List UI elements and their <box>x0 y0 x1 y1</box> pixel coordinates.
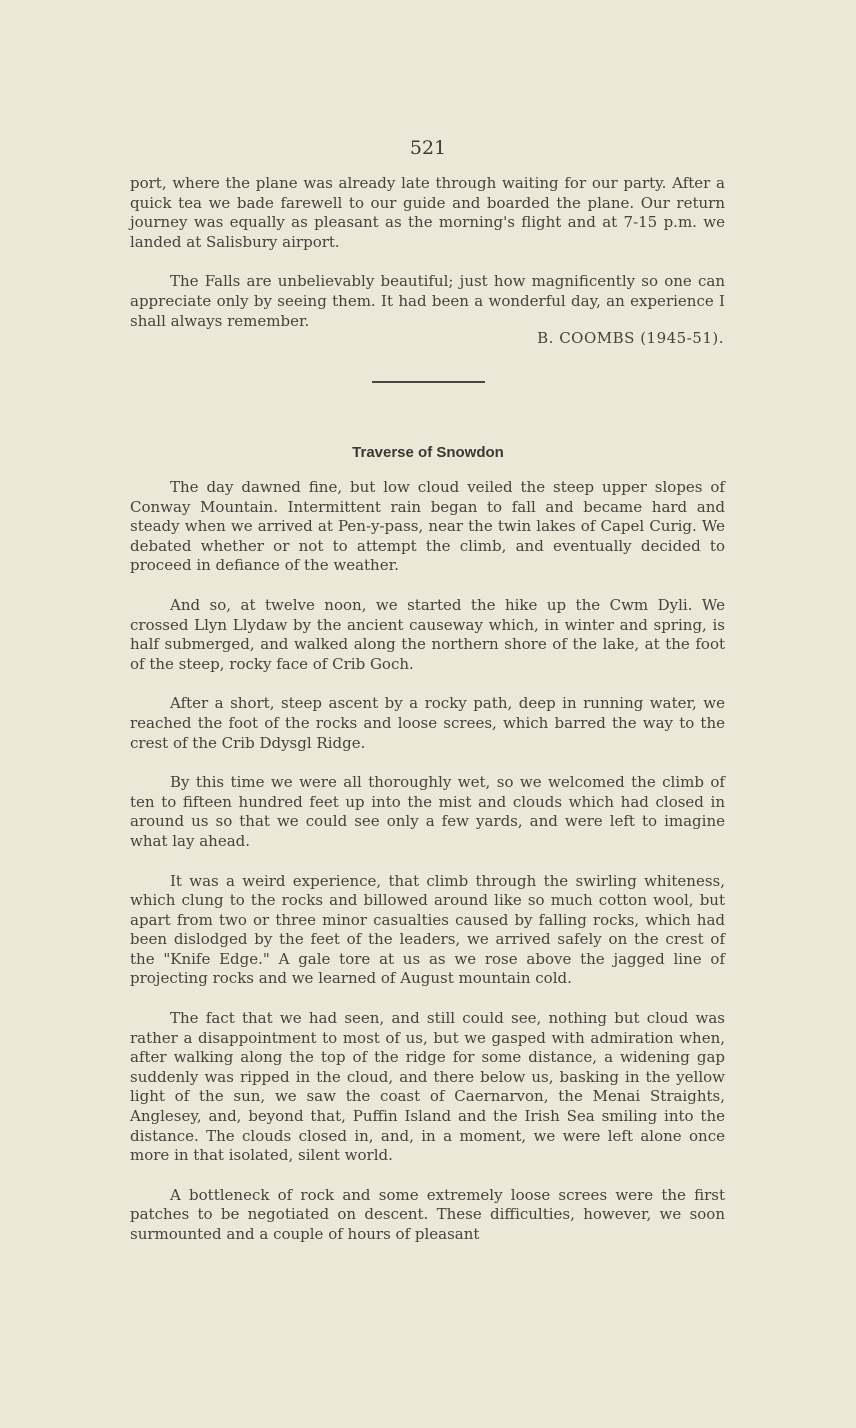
intro-paragraph-1: port, where the plane was already late through waiting for our party. After a quick tea we bade farewell to our guide and boarded the plane. Our return journey was equally as pleasant as the morning's flight and at 7-15 p.m. we landed at Salisbury airport. <box>130 174 725 251</box>
intro-section <box>130 174 725 331</box>
article-body <box>130 478 725 1245</box>
section-divider <box>372 381 485 383</box>
intro-paragraph-2: The Falls are unbelievably beautiful; just how magnificently so one can appreciate only by seeing them. It had been a wonderful day, an experience I shall always remember. <box>130 272 725 330</box>
article-paragraph-3: After a short, steep ascent by a rocky path, deep in running water, we reached the foot of the rocks and loose screes, which barred the way to the crest of the Crib Ddysgl Ridge. <box>130 694 725 752</box>
author-signature: B. COOMBS (1945-51). <box>537 329 724 347</box>
article-paragraph-1: The day dawned fine, but low cloud veiled the steep upper slopes of Conway Mountain. Intermittent rain began to fall and became hard and steady when we arrived at Pen-y-pass, near the twin lakes of Capel Curig. We debated whether or not to attempt the climb, and eventually decided to proceed in defiance of the weather. <box>130 478 725 575</box>
page-number: 521 <box>409 137 447 159</box>
article-paragraph-5: It was a weird experience, that climb through the swirling whiteness, which clung to the rocks and billowed around like so much cotton wool, but apart from two or three minor casualties caused by falling rocks, which had been dislodged by the feet of the leaders, we arrived safely on the crest of the "Knife Edge." A gale tore at us as we rose above the jagged line of projecting rocks and we learned of August mountain cold. <box>130 871 725 988</box>
article-title: Traverse of Snowdon <box>352 444 504 461</box>
article-paragraph-7: A bottleneck of rock and some extremely loose screes were the first patches to be negotiated on descent. These difficulties, however, we soon surmounted and a couple of hours of pleasant <box>130 1185 725 1243</box>
article-paragraph-4: By this time we were all thoroughly wet, so we welcomed the climb of ten to fifteen hundred feet up into the mist and clouds which had closed in around us so that we could see only a few yards, and were left to imagine what lay ahead. <box>130 773 725 850</box>
article-paragraph-6: The fact that we had seen, and still could see, nothing but cloud was rather a disappointment to most of us, but we gasped with admiration when, after walking along the top of the ridge for some distance, a widening gap suddenly was ripped in the cloud, and there below us, basking in the yellow light of the sun, we saw the coast of Caernarvon, the Menai Straights, Anglesey, and, beyond that, Puffin Island and the Irish Sea smiling into the distance. The clouds closed in, and, in a moment, we were left alone once more in that isolated, silent world. <box>130 1009 725 1165</box>
article-paragraph-2: And so, at twelve noon, we started the hike up the Cwm Dyli. We crossed Llyn Llydaw by the ancient causeway which, in winter and spring, is half submerged, and walked along the northern shore of the lake, at the foot of the steep, rocky face of Crib Goch. <box>130 595 725 673</box>
